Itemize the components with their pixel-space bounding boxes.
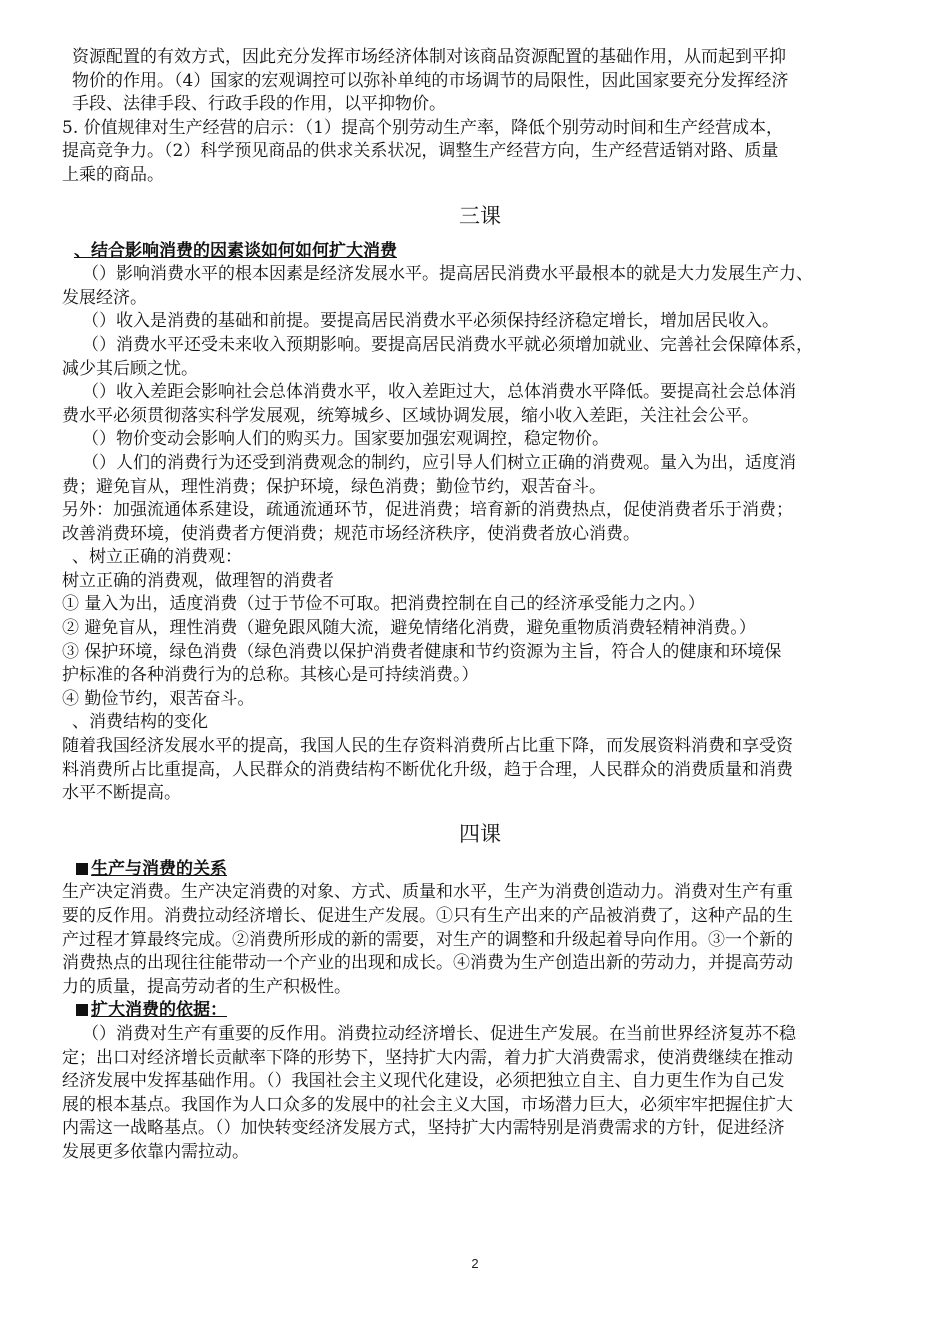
l4-relation-line: 要的反作用。消费拉动经济增长、促进生产发展。①只有生产出来的产品被消费了，这种产品的生 <box>62 906 793 926</box>
black-square-icon <box>76 863 88 875</box>
lesson-4-heading-2-text: 扩大消费的依据： <box>91 1000 227 1021</box>
l3-consumer-line: ③ 保护环境，绿色消费（绿色消费以保护消费者健康和节约资源为主旨，符合人的健康和环境保 <box>62 641 782 662</box>
l3-factor-line: 改善消费环境，使消费者方便消费；规范市场经济秩序，使消费者放心消费。 <box>62 523 640 544</box>
l3-factor-line: （）收入差距会影响社会总体消费水平，收入差距过大，总体消费水平降低。要提高社会总体消 <box>82 382 796 403</box>
point-5-line-2: 提高竞争力。（2）科学预见商品的供求关系状况，调整生产经营方向，生产经营适销对路、质量 <box>62 141 779 162</box>
lesson-4-heading-1-text: 生产与消费的关系 <box>91 858 227 879</box>
l3-factor-line: 减少其后顾之忧。 <box>62 358 198 379</box>
l3-factor-line: 另外：加强流通体系建设，疏通流通环节，促进消费；培育新的消费热点，促使消费者乐于消费； <box>62 500 793 521</box>
l4-relation-line: 消费热点的出现往往能带动一个产业的出现和成长。④消费为生产创造出新的劳动力，并提高劳动 <box>62 953 793 974</box>
lesson-4-title: 四课 <box>459 821 501 846</box>
lesson-3-heading-structure-change: 、消费结构的变化 <box>72 712 208 733</box>
l4-basis-line: 经济发展中发挥基础作用。（）我国社会主义现代化建设，必须把独立自主、自力更生作为自己发 <box>62 1071 785 1092</box>
lesson-3-title: 三课 <box>459 203 501 228</box>
l4-basis-line: 展的根本基点。我国作为人口众多的发展中的社会主义大国，市场潜力巨大，必须牢牢把握住扩大 <box>62 1094 793 1115</box>
l3-consumer-line: 树立正确的消费观，做理智的消费者 <box>62 570 334 591</box>
intro-line-3: 手段、法律手段、行政手段的作用，以平抑物价。 <box>72 94 446 115</box>
l3-factor-line: （）消费水平还受未来收入预期影响。要提高居民消费水平就必须增加就业、完善社会保障体系， <box>82 334 813 355</box>
l4-relation-line: 生产决定消费。生产决定消费的对象、方式、质量和水平，生产为消费创造动力。消费对生产有重 <box>62 882 793 903</box>
l4-basis-line: 定；出口对经济增长贡献率下降的形势下，坚持扩大内需，着力扩大消费需求，使消费继续在推动 <box>62 1047 793 1068</box>
l3-factor-line: （）人们的消费行为还受到消费观念的制约，应引导人们树立正确的消费观。量入为出，适度消 <box>82 452 796 473</box>
l4-basis-line: 发展更多依靠内需拉动。 <box>62 1141 249 1162</box>
lesson-4-heading-production-consumption <box>62 858 898 882</box>
l3-factor-line: （）物价变动会影响人们的购买力。国家要加强宏观调控，稳定物价。 <box>82 429 609 450</box>
l3-consumer-line: ④ 勤俭节约，艰苦奋斗。 <box>62 688 255 709</box>
l3-structure-line: 水平不断提高。 <box>62 783 181 804</box>
point-5-line-1: 5. 价值规律对生产经营的启示：（1）提高个别劳动生产率，降低个别劳动时间和生产经营成本， <box>62 117 783 138</box>
lesson-3-heading-expand-consumption: 、结合影响消费的因素谈如何如何扩大消费 <box>74 240 397 261</box>
l3-factor-line: （）收入是消费的基础和前提。要提高居民消费水平必须保持经济稳定增长，增加居民收入。 <box>82 311 779 332</box>
lesson-3-heading-consumption-view: 、树立正确的消费观： <box>72 547 242 568</box>
l3-structure-line: 随着我国经济发展水平的提高，我国人民的生存资料消费所占比重下降，而发展资料消费和享受资 <box>62 736 793 757</box>
l4-relation-line: 力的质量，提高劳动者的生产积极性。 <box>62 976 351 997</box>
intro-line-1: 资源配置的有效方式，因此充分发挥市场经济体制对该商品资源配置的基础作用，从而起到平抑 <box>72 47 786 67</box>
point-5-line-3: 上乘的商品。 <box>62 164 164 185</box>
l3-structure-line: 料消费所占比重提高，人民群众的消费结构不断优化升级，趋于合理，人民群众的消费质量和消费 <box>62 759 793 780</box>
l3-factor-line: 费；避免盲从，理性消费；保护环境，绿色消费；勤俭节约，艰苦奋斗。 <box>62 476 606 497</box>
l3-factor-line: 费水平必须贯彻落实科学发展观，统筹城乡、区域协调发展，缩小收入差距，关注社会公平。 <box>62 405 759 426</box>
lesson-4-heading-expand-basis <box>62 999 898 1023</box>
l3-consumer-line: ① 量入为出，适度消费（过于节俭不可取。把消费控制在自己的经济承受能力之内。） <box>62 594 705 615</box>
l4-relation-line: 产过程才算最终完成。②消费所形成的新的需要，对生产的调整和升级起着导向作用。③一个新的 <box>62 929 793 950</box>
l4-basis-line: 内需这一战略基点。（）加快转变经济发展方式，坚持扩大内需特别是消费需求的方针，促进经济 <box>62 1118 785 1139</box>
l3-factor-line: （）影响消费水平的根本因素是经济发展水平。提高居民消费水平最根本的就是大力发展生产力、 <box>82 264 813 285</box>
l4-basis-line: （）消费对生产有重要的反作用。消费拉动经济增长、促进生产发展。在当前世界经济复苏不稳 <box>82 1023 796 1044</box>
black-square-icon <box>76 1004 88 1016</box>
l3-factor-line: 发展经济。 <box>62 287 147 308</box>
l3-consumer-line: ② 避免盲从，理性消费（避免跟风随大流，避免情绪化消费，避免重物质消费轻精神消费。） <box>62 618 756 639</box>
page-number: 2 <box>471 1256 479 1271</box>
document-page <box>62 46 898 1165</box>
l3-consumer-line: 护标准的各种消费行为的总称。其核心是可持续消费。） <box>62 665 479 686</box>
intro-line-2: 物价的作用。（4）国家的宏观调控可以弥补单纯的市场调节的局限性，因此国家要充分发挥经济 <box>72 70 789 91</box>
